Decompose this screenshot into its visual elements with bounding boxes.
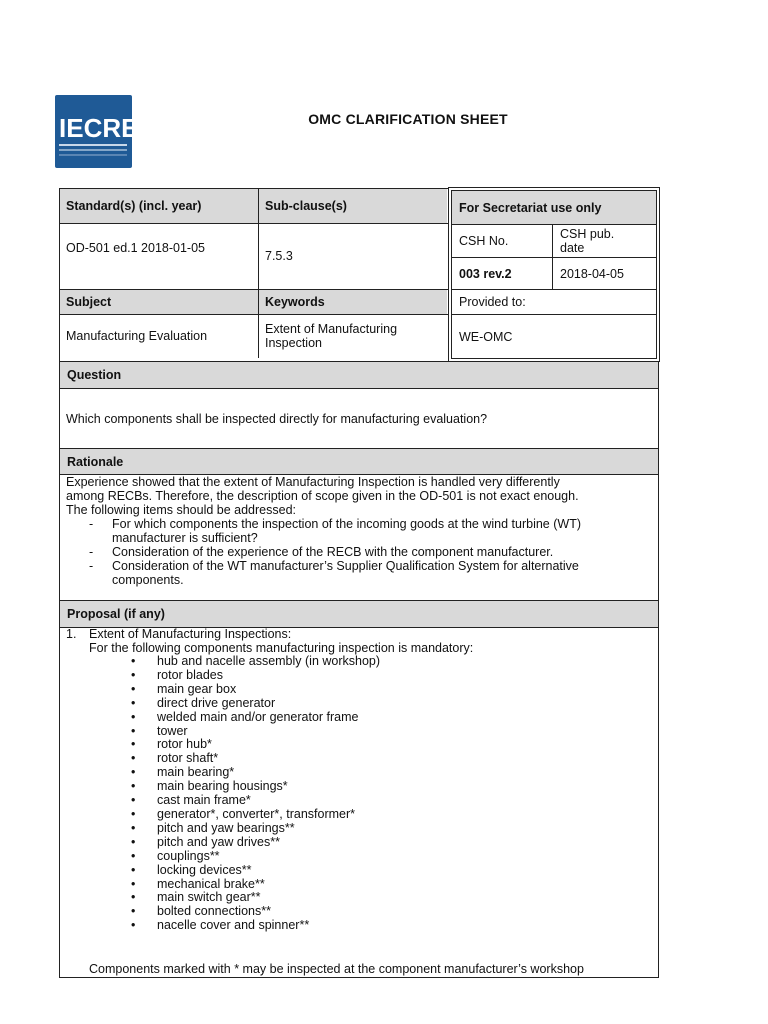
table-border <box>658 361 659 978</box>
table-border <box>59 188 60 978</box>
table-border <box>59 977 659 978</box>
page-title: OMC CLARIFICATION SHEET <box>308 111 508 127</box>
list-item: • direct drive generator <box>131 697 380 711</box>
rationale-item: - Consideration of the WT manufacturer’s Supplier Qualification System for alternative components. <box>66 559 654 587</box>
logo-stripe <box>59 149 127 151</box>
csh-pub-label-line: CSH pub. <box>560 227 615 241</box>
list-item: • main bearing* <box>131 766 380 780</box>
logo-text: IECRE <box>59 113 139 143</box>
table-border <box>552 224 553 289</box>
list-item: • tower <box>131 725 380 739</box>
logo-stripe <box>59 154 127 156</box>
subject-value: Manufacturing Evaluation <box>66 329 208 343</box>
keywords-value <box>258 314 447 358</box>
table-border <box>59 361 659 362</box>
rationale-item-line: manufacturer is sufficient? <box>112 531 258 545</box>
list-item: • generator*, converter*, transformer* <box>131 808 380 822</box>
subclause-value: 7.5.3 <box>265 249 293 263</box>
keywords-line: Extent of Manufacturing <box>265 322 398 336</box>
subject-header: Subject <box>59 289 258 314</box>
csh-no-value: 003 rev.2 <box>459 266 512 281</box>
proposal-item-title: Extent of Manufacturing Inspections: <box>89 627 292 641</box>
provided-value: WE-OMC <box>459 329 513 344</box>
list-item: • bolted connections** <box>131 905 380 919</box>
list-item: • rotor blades <box>131 669 380 683</box>
rationale-item-line: components. <box>112 573 184 587</box>
list-item: • main switch gear** <box>131 891 380 905</box>
list-item: • rotor hub* <box>131 738 380 752</box>
table-border <box>59 289 448 290</box>
csh-pub-value: 2018-04-05 <box>560 266 624 281</box>
table-border <box>59 223 448 224</box>
secretariat-box <box>451 190 657 359</box>
list-item: • cast main frame* <box>131 794 380 808</box>
rationale-body <box>66 475 654 587</box>
table-border <box>59 188 448 189</box>
question-text: Which components shall be inspected directly for manufacturing evaluation? <box>66 411 488 426</box>
rationale-item-line: For which components the inspection of the incoming goods at the wind turbine (WT) <box>112 517 581 531</box>
list-item: • couplings** <box>131 850 380 864</box>
list-item: • pitch and yaw bearings** <box>131 822 380 836</box>
rationale-line: Experience showed that the extent of Manufacturing Inspection is handled very differently <box>66 475 560 489</box>
list-item: • pitch and yaw drives** <box>131 836 380 850</box>
keywords-header: Keywords <box>258 289 447 314</box>
secretariat-header: For Secretariat use only <box>452 191 656 224</box>
list-item: • mechanical brake** <box>131 878 380 892</box>
rationale-item: - For which components the inspection of the incoming goods at the wind turbine (WT) manufacturer is sufficient? <box>66 517 654 545</box>
list-item: • rotor shaft* <box>131 752 380 766</box>
list-item: • main bearing housings* <box>131 780 380 794</box>
provided-label: Provided to: <box>459 295 526 309</box>
standards-header: Standard(s) (incl. year) <box>59 189 258 223</box>
table-border <box>59 314 448 315</box>
list-item: • locking devices** <box>131 864 380 878</box>
proposal-footnote: Components marked with * may be inspected at the component manufacturer’s workshop <box>89 962 584 976</box>
rationale-item-line: Consideration of the experience of the RECB with the component manufacturer. <box>112 545 554 559</box>
list-item: • main gear box <box>131 683 380 697</box>
list-item: • nacelle cover and spinner** <box>131 919 380 933</box>
logo-stripe <box>59 144 127 146</box>
proposal-intro: For the following components manufacturing inspection is mandatory: <box>89 641 474 655</box>
question-header: Question <box>60 362 658 388</box>
component-list <box>131 655 380 933</box>
rationale-line: among RECBs. Therefore, the description of scope given in the OD-501 is not exact enough. <box>66 489 579 503</box>
standards-value: OD-501 ed.1 2018-01-05 <box>66 241 205 255</box>
keywords-line: Inspection <box>265 336 322 350</box>
csh-pub-label-line: date <box>560 241 585 255</box>
table-border <box>258 188 259 358</box>
rationale-item-line: Consideration of the WT manufacturer’s Supplier Qualification System for alternative <box>112 559 579 573</box>
csh-no-label: CSH No. <box>459 234 509 248</box>
rationale-item: - Consideration of the experience of the RECB with the component manufacturer. <box>66 545 654 559</box>
csh-pub-label <box>553 225 656 257</box>
list-item: • hub and nacelle assembly (in workshop) <box>131 655 380 669</box>
rationale-line: The following items should be addressed: <box>66 503 296 517</box>
proposal-header: Proposal (if any) <box>60 601 658 627</box>
iecre-logo <box>55 95 139 168</box>
rationale-header: Rationale <box>60 449 658 474</box>
subclause-header: Sub-clause(s) <box>258 189 447 223</box>
list-item: • welded main and/or generator frame <box>131 711 380 725</box>
proposal-item-number: 1. <box>66 627 77 641</box>
